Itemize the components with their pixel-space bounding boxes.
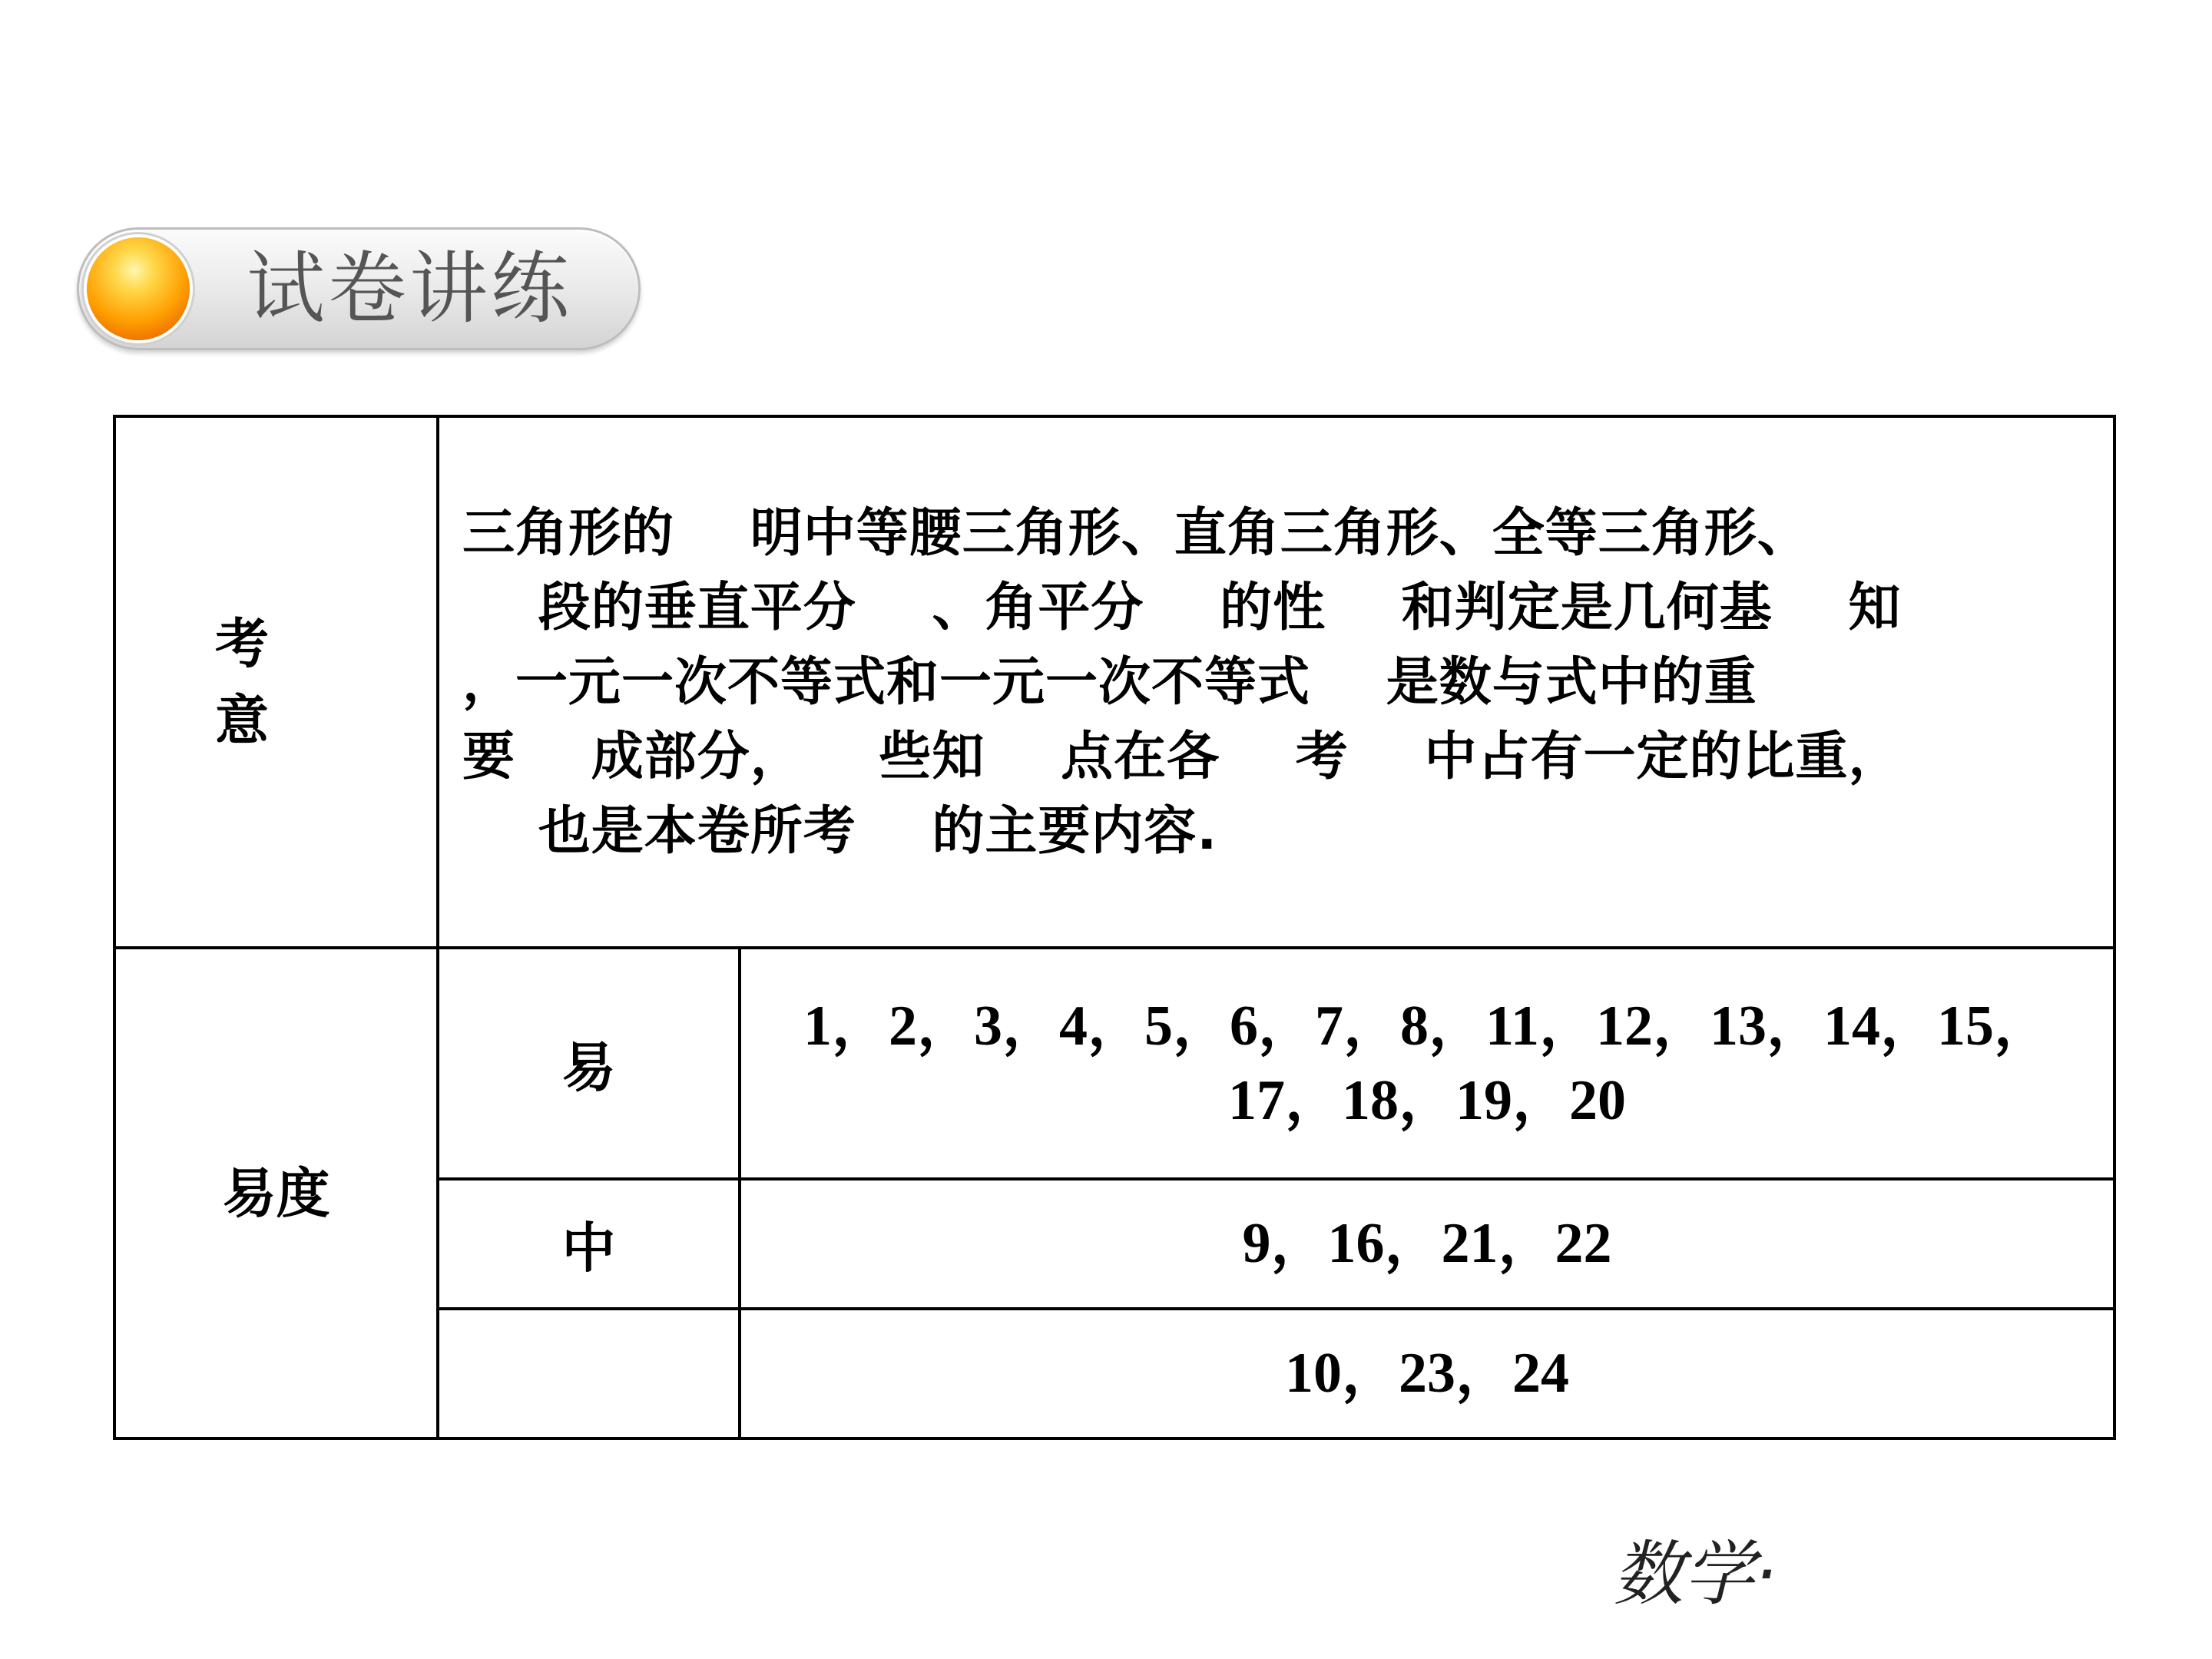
items-hard: 10，23，24 <box>740 1309 2114 1439</box>
level-medium: 中 <box>438 1179 740 1309</box>
items-medium: 9，16，21，22 <box>740 1179 2114 1309</box>
topic-label-cell <box>114 416 438 948</box>
exam-analysis-table <box>113 415 2116 1440</box>
level-easy: 易 <box>438 948 740 1179</box>
topic-label: 考意 <box>215 612 269 752</box>
section-title: 试卷讲练 <box>247 243 572 335</box>
section-title-pill <box>77 227 641 350</box>
level-hard <box>438 1309 740 1439</box>
topic-row <box>114 416 2114 948</box>
footer-subject: 数学· <box>1613 1533 1777 1615</box>
difficulty-row-easy <box>114 948 2114 1179</box>
topic-text: 三角形的 明中等腰三角形、直角三角形、全等三角形、 段的垂直平分 、角平分 的性 和判定是几何基 知 ，一元一次不等式和一元一次不等式 是数与式中的重 要 成部分， 些知 点在各 考 中占有一定的比重， 也是本卷所考 的主要内容. <box>438 416 2114 948</box>
items-easy: 1，2，3，4，5，6，7，8，11，12，13，14，15，17，18，19，20 <box>740 948 2114 1179</box>
difficulty-label: 易度 <box>222 1161 330 1225</box>
difficulty-label-cell <box>114 948 438 1439</box>
orange-ball-icon <box>87 237 190 340</box>
